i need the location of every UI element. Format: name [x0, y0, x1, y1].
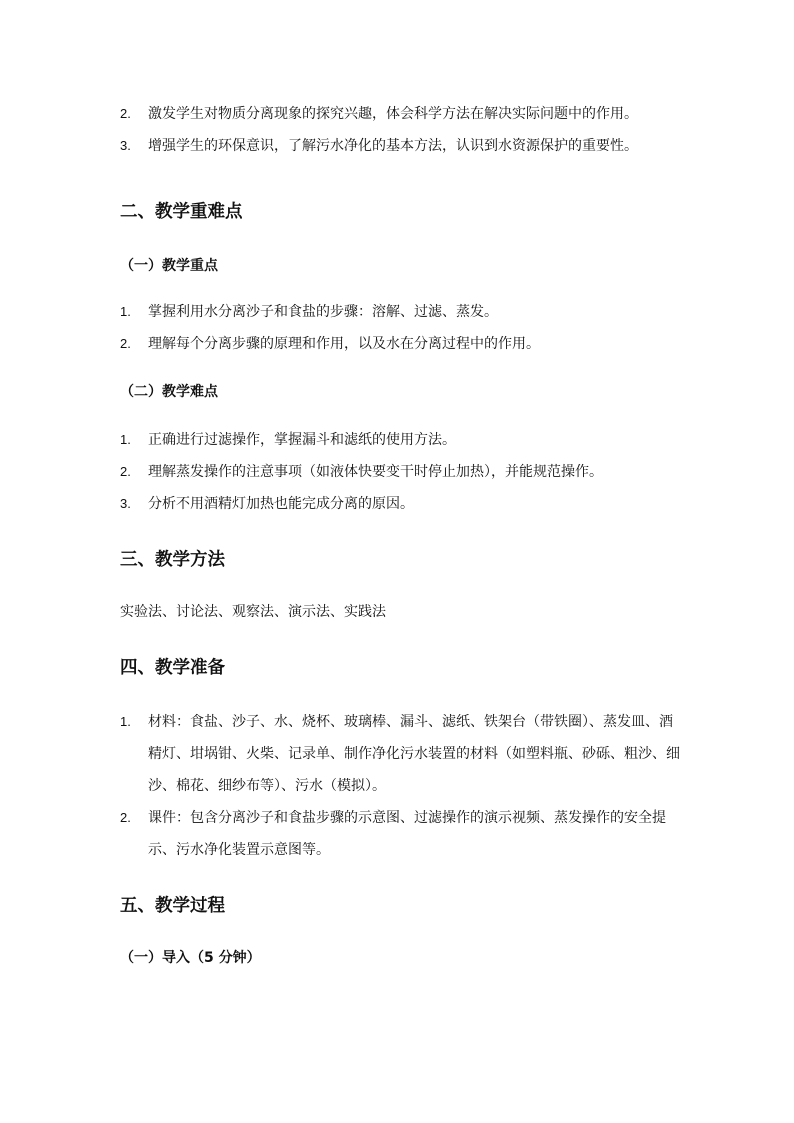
- subheading-difficulties: （二）教学难点: [120, 384, 218, 400]
- list-number: 2.: [120, 810, 131, 825]
- subheading-key-points: （一）教学重点: [120, 258, 218, 274]
- list-number: 3.: [120, 138, 131, 153]
- list-number: 1.: [120, 714, 131, 729]
- section-heading-preparation: 四、教学准备: [120, 658, 225, 678]
- list-number: 2.: [120, 464, 131, 479]
- list-text: 掌握利用水分离沙子和食盐的步骤：溶解、过滤、蒸发。: [148, 304, 498, 320]
- objectives-list: [120, 98, 680, 162]
- list-item: [120, 98, 680, 130]
- key-points-list: [120, 296, 680, 360]
- list-number: 1.: [120, 304, 131, 319]
- section-heading-process: 五、教学过程: [120, 896, 225, 916]
- list-item: [120, 706, 680, 802]
- list-text: 正确进行过滤操作，掌握漏斗和滤纸的使用方法。: [148, 432, 456, 448]
- list-text: 增强学生的环保意识，了解污水净化的基本方法，认识到水资源保护的重要性。: [148, 138, 638, 154]
- difficulties-list: [120, 424, 680, 520]
- list-number: 3.: [120, 496, 131, 511]
- list-text: 材料：食盐、沙子、水、烧杯、玻璃棒、漏斗、滤纸、铁架台（带铁圈）、蒸发皿、酒精灯、坩埚钳、火柴、记录单、制作净化污水装置的材料（如塑料瓶、砂砾、粗沙、细沙、棉花、细纱布等）、污水（模拟）。: [148, 714, 680, 794]
- list-text: 理解蒸发操作的注意事项（如液体快要变干时停止加热），并能规范操作。: [148, 464, 603, 480]
- list-item: [120, 488, 680, 520]
- list-number: 2.: [120, 106, 131, 121]
- list-item: [120, 130, 680, 162]
- list-item: [120, 328, 680, 360]
- preparation-list: [120, 706, 680, 866]
- list-text: 激发学生对物质分离现象的探究兴趣，体会科学方法在解决实际问题中的作用。: [148, 106, 638, 122]
- list-text: 分析不用酒精灯加热也能完成分离的原因。: [148, 496, 414, 512]
- section-heading-key-points: 二、教学重难点: [120, 202, 243, 222]
- list-item: [120, 424, 680, 456]
- document-content: [120, 98, 680, 972]
- list-number: 1.: [120, 432, 131, 447]
- list-item: [120, 296, 680, 328]
- list-text: 课件：包含分离沙子和食盐步骤的示意图、过滤操作的演示视频、蒸发操作的安全提示、污水净化装置示意图等。: [148, 810, 666, 858]
- methods-text: 实验法、讨论法、观察法、演示法、实践法: [120, 604, 386, 620]
- subheading-introduction: （一）导入（5 分钟）: [120, 950, 261, 966]
- list-item: [120, 456, 680, 488]
- section-heading-methods: 三、教学方法: [120, 550, 225, 570]
- list-text: 理解每个分离步骤的原理和作用，以及水在分离过程中的作用。: [148, 336, 540, 352]
- list-item: [120, 802, 680, 866]
- list-number: 2.: [120, 336, 131, 351]
